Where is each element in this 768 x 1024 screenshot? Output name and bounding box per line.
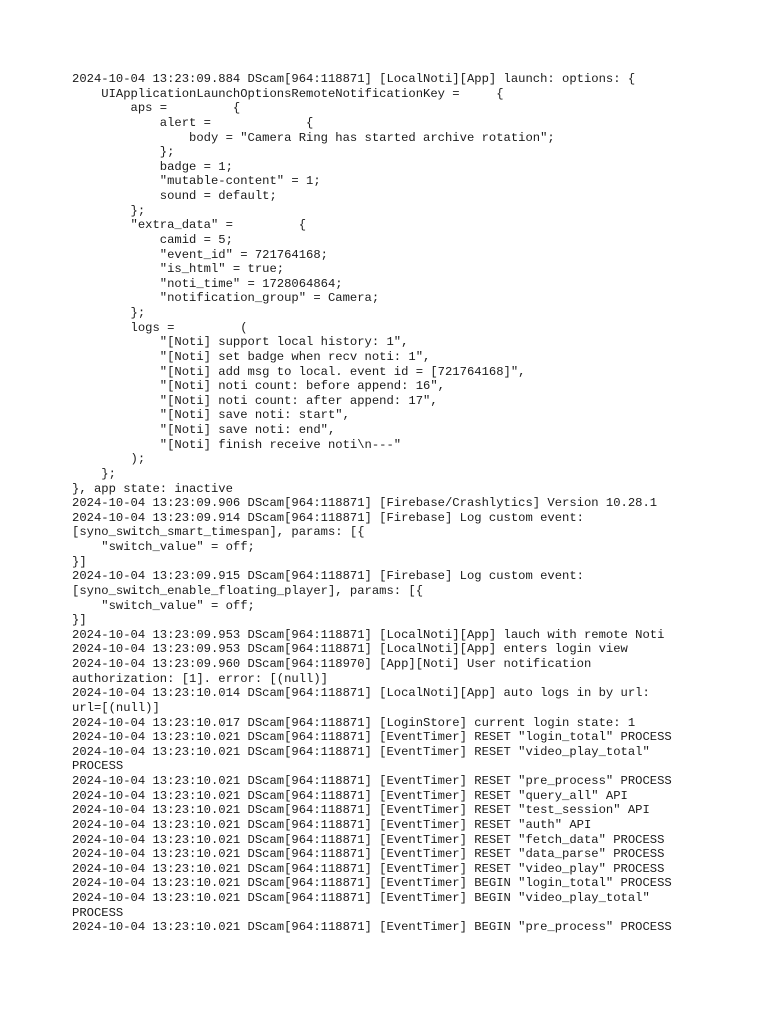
log-line: "notification_group" = Camera; bbox=[72, 291, 380, 306]
log-line: [syno_switch_smart_timespan], params: [{ bbox=[72, 525, 365, 540]
log-line: 2024-10-04 13:23:09.915 DScam[964:118871] [Firebase] Log custom event: bbox=[72, 569, 584, 584]
log-line: 2024-10-04 13:23:10.021 DScam[964:118871] [EventTimer] RESET "login_total" PROCESS bbox=[72, 730, 672, 745]
log-line: }] bbox=[72, 554, 87, 569]
log-line: }; bbox=[72, 145, 175, 160]
log-line: "[Noti] save noti: start", bbox=[72, 408, 350, 423]
log-line: 2024-10-04 13:23:10.021 DScam[964:118871] [EventTimer] RESET "pre_process" PROCESS bbox=[72, 774, 672, 788]
log-line: "[Noti] set badge when recv noti: 1", bbox=[72, 349, 431, 364]
log-line: PROCESS bbox=[72, 905, 124, 920]
log-line: "[Noti] noti count: before append: 16", bbox=[72, 379, 445, 394]
log-line: 2024-10-04 13:23:09.906 DScam[964:118871] [Firebase/Crashlytics] Version 10.28.1 bbox=[72, 496, 658, 511]
log-line: }; bbox=[72, 466, 116, 481]
log-line: 2024-10-04 13:23:10.021 DScam[964:118871] [EventTimer] RESET "fetch_data" PROCESS bbox=[72, 832, 665, 847]
log-line: badge = 1; bbox=[72, 159, 233, 174]
log-line: UIApplicationLaunchOptionsRemoteNotificationKey = { bbox=[72, 86, 504, 101]
log-line: "extra_data" = { bbox=[72, 218, 307, 233]
log-line: authorization: [1]. error: [(null)] bbox=[72, 671, 328, 686]
log-line: "is_html" = true; bbox=[72, 262, 285, 277]
log-line: camid = 5; bbox=[72, 232, 233, 247]
log-line: "mutable-content" = 1; bbox=[72, 174, 321, 189]
log-line: 2024-10-04 13:23:10.014 DScam[964:118871] [LocalNoti][App] auto logs in by url: bbox=[72, 686, 650, 701]
log-line: "[Noti] add msg to local. event id = [721764168]", bbox=[72, 364, 526, 379]
log-line: "[Noti] finish receive noti\n---" bbox=[72, 437, 402, 452]
log-line: sound = default; bbox=[72, 189, 277, 203]
log-line: 2024-10-04 13:23:10.021 DScam[964:118871] [EventTimer] BEGIN "login_total" PROCESS bbox=[72, 876, 672, 891]
log-line: [syno_switch_enable_floating_player], params: [{ bbox=[72, 583, 424, 598]
log-line: "[Noti] save noti: end", bbox=[72, 423, 336, 437]
log-line: 2024-10-04 13:23:10.021 DScam[964:118871] [EventTimer] RESET "query_all" API bbox=[72, 788, 628, 803]
log-line: 2024-10-04 13:23:10.021 DScam[964:118871] [EventTimer] RESET "video_play_total" bbox=[72, 744, 650, 759]
log-line: }; bbox=[72, 203, 146, 218]
log-line: "switch_value" = off; bbox=[72, 540, 255, 554]
log-line: url=[(null)] bbox=[72, 700, 160, 715]
log-line: "noti_time" = 1728064864; bbox=[72, 276, 343, 291]
log-line: 2024-10-04 13:23:10.021 DScam[964:118871] [EventTimer] BEGIN "video_play_total" bbox=[72, 891, 650, 905]
log-line: 2024-10-04 13:23:09.953 DScam[964:118871] [LocalNoti][App] lauch with remote Noti bbox=[72, 627, 665, 642]
log-line: 2024-10-04 13:23:10.021 DScam[964:118871] [EventTimer] RESET "data_parse" PROCESS bbox=[72, 847, 665, 862]
log-line: 2024-10-04 13:23:10.021 DScam[964:118871] [EventTimer] RESET "video_play" PROCESS bbox=[72, 861, 665, 876]
log-line: body = "Camera Ring has started archive rotation"; bbox=[72, 130, 555, 145]
log-line: "[Noti] noti count: after append: 17", bbox=[72, 393, 438, 408]
log-line: "[Noti] support local history: 1", bbox=[72, 335, 409, 350]
log-line: "event_id" = 721764168; bbox=[72, 247, 328, 262]
log-line: 2024-10-04 13:23:09.884 DScam[964:118871] [LocalNoti][App] launch: options: { bbox=[72, 72, 636, 86]
log-line: 2024-10-04 13:23:10.021 DScam[964:118871] [EventTimer] RESET "auth" API bbox=[72, 817, 592, 832]
log-line: 2024-10-04 13:23:09.953 DScam[964:118871] [LocalNoti][App] enters login view bbox=[72, 642, 628, 657]
log-line: alert = { bbox=[72, 115, 314, 130]
log-line: ); bbox=[72, 452, 146, 467]
log-line: 2024-10-04 13:23:10.021 DScam[964:118871] [EventTimer] RESET "test_session" API bbox=[72, 803, 650, 818]
log-line: PROCESS bbox=[72, 759, 124, 774]
log-line: }; bbox=[72, 306, 146, 320]
log-line: 2024-10-04 13:23:10.017 DScam[964:118871] [LoginStore] current login state: 1 bbox=[72, 715, 636, 730]
log-line: 2024-10-04 13:23:09.914 DScam[964:118871] [Firebase] Log custom event: bbox=[72, 510, 584, 525]
log-line: 2024-10-04 13:23:09.960 DScam[964:118970] [App][Noti] User notification bbox=[72, 657, 592, 671]
log-line: }] bbox=[72, 613, 87, 628]
log-line: aps = { bbox=[72, 101, 241, 116]
log-line: 2024-10-04 13:23:10.021 DScam[964:118871] [EventTimer] BEGIN "pre_process" PROCESS bbox=[72, 920, 672, 935]
log-document bbox=[72, 72, 712, 935]
log-line: logs = ( bbox=[72, 320, 248, 335]
log-line: }, app state: inactive bbox=[72, 481, 233, 496]
log-line: "switch_value" = off; bbox=[72, 598, 255, 613]
